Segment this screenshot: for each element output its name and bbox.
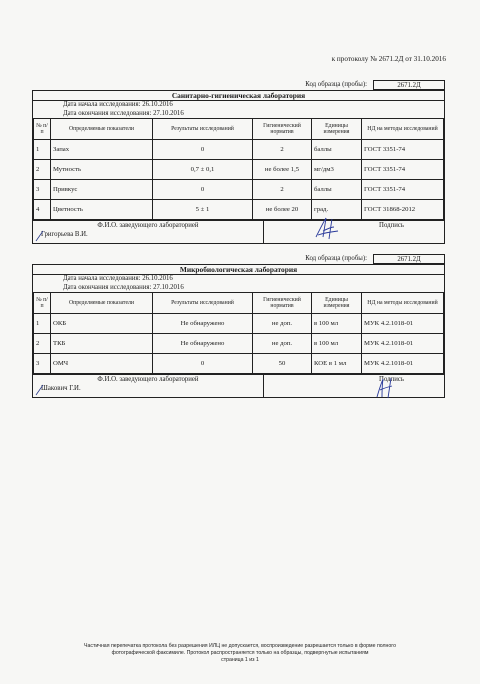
row-norm: не более 1,5 bbox=[253, 160, 312, 180]
row-norm: не доп. bbox=[253, 334, 312, 354]
footer-line: фотографической факсимиле. Протокол распространяется только на образцы, подвергнутые испытаниям bbox=[111, 650, 369, 656]
col-header-norm: Гигиенический норматив bbox=[253, 119, 312, 140]
row-result: Не обнаружено bbox=[153, 334, 253, 354]
row-result: Не обнаружено bbox=[153, 314, 253, 334]
signature-row bbox=[32, 220, 445, 244]
row-result: 0 bbox=[153, 354, 253, 374]
row-param: Мутность bbox=[51, 160, 153, 180]
col-header-param: Определяемые показатели bbox=[51, 293, 153, 314]
row-nd: ГОСТ 3351-74 bbox=[362, 160, 444, 180]
footer-notice bbox=[40, 643, 440, 664]
row-units: в 100 мл bbox=[312, 314, 362, 334]
pen-tick-icon bbox=[35, 230, 45, 242]
row-norm: 2 bbox=[253, 140, 312, 160]
col-header-norm: Гигиенический норматив bbox=[253, 293, 312, 314]
row-num: 3 bbox=[34, 180, 51, 200]
protocol-reference: к протоколу № 2671.2Д от 31.10.2016 bbox=[331, 55, 446, 63]
head-of-lab-block bbox=[33, 221, 264, 243]
col-header-units: Единицы измерения bbox=[312, 293, 362, 314]
table-row bbox=[34, 140, 444, 160]
row-units: КОЕ в 1 мл bbox=[312, 354, 362, 374]
row-num: 1 bbox=[34, 314, 51, 334]
table-row bbox=[34, 334, 444, 354]
row-param: ТКБ bbox=[51, 334, 153, 354]
row-nd: ГОСТ 31868-2012 bbox=[362, 200, 444, 220]
end-date: Дата окончания исследования: 27.10.2016 bbox=[63, 283, 184, 291]
table-header-row bbox=[34, 293, 444, 314]
sample-code-label: Код образца (пробы): bbox=[305, 81, 367, 88]
row-norm: 50 bbox=[253, 354, 312, 374]
footer-line: Частичная перепечатка протокола без разрешения ИЛЦ не допускается, воспроизведение разрешается только в форме полного bbox=[84, 643, 396, 649]
page-number: страница 1 из 1 bbox=[221, 657, 259, 663]
row-norm: не более 20 bbox=[253, 200, 312, 220]
pen-tick-icon bbox=[35, 384, 45, 396]
col-header-nd: НД на методы исследований bbox=[362, 119, 444, 140]
row-norm: не доп. bbox=[253, 314, 312, 334]
row-nd: ГОСТ 3351-74 bbox=[362, 180, 444, 200]
results-table bbox=[33, 118, 444, 220]
sample-code-row bbox=[32, 254, 445, 264]
col-header-units: Единицы измерения bbox=[312, 119, 362, 140]
signature-scribble-icon bbox=[372, 375, 400, 401]
signature-block bbox=[264, 375, 444, 397]
row-param: Цветность bbox=[51, 200, 153, 220]
start-date: Дата начала исследования: 26.10.2016 bbox=[63, 275, 173, 282]
lab-title: Санитарно-гигиеническая лаборатория bbox=[33, 91, 444, 101]
table-row bbox=[34, 200, 444, 220]
row-param: ОМЧ bbox=[51, 354, 153, 374]
row-param: Запах bbox=[51, 140, 153, 160]
row-param: ОКБ bbox=[51, 314, 153, 334]
end-date: Дата окончания исследования: 27.10.2016 bbox=[63, 109, 184, 117]
signature-caption: Подпись bbox=[379, 222, 404, 229]
sample-code-value: 2671.2Д bbox=[373, 80, 445, 90]
table-row bbox=[34, 354, 444, 374]
microbiology-lab-section bbox=[32, 254, 445, 398]
table-header-row bbox=[34, 119, 444, 140]
row-nd: МУК 4.2.1018-01 bbox=[362, 354, 444, 374]
start-date: Дата начала исследования: 26.10.2016 bbox=[63, 101, 173, 108]
row-units: в 100 мл bbox=[312, 334, 362, 354]
sample-code-row bbox=[32, 80, 445, 90]
signature-caption: Подпись bbox=[379, 376, 404, 383]
col-header-num: № п/п bbox=[34, 119, 51, 140]
fio-caption: Ф.И.О. заведующего лабораторией bbox=[97, 222, 199, 229]
row-norm: 2 bbox=[253, 180, 312, 200]
signature-block bbox=[264, 221, 444, 243]
row-units: баллы bbox=[312, 140, 362, 160]
lab-frame bbox=[32, 264, 445, 374]
fio-caption: Ф.И.О. заведующего лабораторией bbox=[97, 376, 199, 383]
row-num: 3 bbox=[34, 354, 51, 374]
lab-frame bbox=[32, 90, 445, 220]
row-num: 4 bbox=[34, 200, 51, 220]
row-result: 0,7 ± 0,1 bbox=[153, 160, 253, 180]
signature-scribble-icon bbox=[312, 215, 342, 241]
head-of-lab-name: Шакович Г.И. bbox=[41, 385, 81, 392]
head-of-lab-name: Григорьева В.И. bbox=[41, 231, 88, 238]
head-of-lab-block bbox=[33, 375, 264, 397]
row-units: град. bbox=[312, 200, 362, 220]
table-row bbox=[34, 160, 444, 180]
table-row bbox=[34, 180, 444, 200]
col-header-result: Результаты исследований bbox=[153, 119, 253, 140]
row-nd: ГОСТ 3351-74 bbox=[362, 140, 444, 160]
col-header-param: Определяемые показатели bbox=[51, 119, 153, 140]
row-nd: МУК 4.2.1018-01 bbox=[362, 334, 444, 354]
sample-code-value: 2671.2Д bbox=[373, 254, 445, 264]
row-result: 0 bbox=[153, 180, 253, 200]
row-num: 2 bbox=[34, 160, 51, 180]
col-header-result: Результаты исследований bbox=[153, 293, 253, 314]
sanitary-lab-section bbox=[32, 80, 445, 244]
results-table bbox=[33, 292, 444, 374]
sample-code-label: Код образца (пробы): bbox=[305, 255, 367, 262]
row-result: 5 ± 1 bbox=[153, 200, 253, 220]
row-units: мг/дм3 bbox=[312, 160, 362, 180]
signature-row bbox=[32, 374, 445, 398]
row-result: 0 bbox=[153, 140, 253, 160]
col-header-nd: НД на методы исследований bbox=[362, 293, 444, 314]
row-num: 1 bbox=[34, 140, 51, 160]
col-header-num: № п/п bbox=[34, 293, 51, 314]
lab-title: Микробиологическая лаборатория bbox=[33, 265, 444, 275]
table-row bbox=[34, 314, 444, 334]
row-param: Привкус bbox=[51, 180, 153, 200]
row-num: 2 bbox=[34, 334, 51, 354]
row-units: баллы bbox=[312, 180, 362, 200]
row-nd: МУК 4.2.1018-01 bbox=[362, 314, 444, 334]
